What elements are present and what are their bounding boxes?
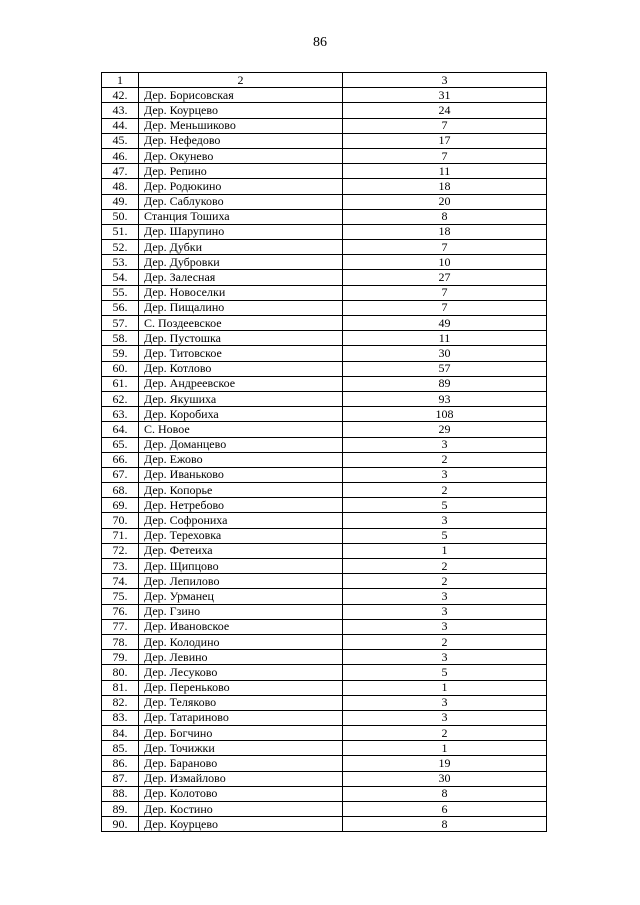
table-row [102, 179, 547, 194]
table-row [102, 194, 547, 209]
row-number-cell: 72. [102, 543, 139, 558]
row-number-cell: 64. [102, 422, 139, 437]
row-value-cell: 3 [343, 437, 547, 452]
row-number-cell: 62. [102, 391, 139, 406]
row-value-cell: 3 [343, 710, 547, 725]
table-row [102, 650, 547, 665]
table-row [102, 437, 547, 452]
row-number-cell: 50. [102, 209, 139, 224]
row-number-cell: 80. [102, 665, 139, 680]
settlement-name-cell: Дер. Окунево [139, 148, 343, 163]
row-number-cell: 59. [102, 346, 139, 361]
row-number-cell: 68. [102, 483, 139, 498]
row-value-cell: 30 [343, 771, 547, 786]
settlement-name-cell: Дер. Борисовская [139, 88, 343, 103]
table-row [102, 148, 547, 163]
settlement-name-cell: Дер. Нетребово [139, 498, 343, 513]
row-number-cell: 54. [102, 270, 139, 285]
row-number-cell: 71. [102, 528, 139, 543]
settlement-name-cell: Дер. Костино [139, 802, 343, 817]
row-value-cell: 7 [343, 240, 547, 255]
table-row [102, 407, 547, 422]
settlement-name-cell: Дер. Бараново [139, 756, 343, 771]
settlement-name-cell: Дер. Родюкино [139, 179, 343, 194]
settlement-name-cell: Дер. Шарупино [139, 224, 343, 239]
row-number-cell: 75. [102, 589, 139, 604]
table-row [102, 376, 547, 391]
row-value-cell: 24 [343, 103, 547, 118]
settlement-name-cell: Дер. Репино [139, 164, 343, 179]
settlement-name-cell: Дер. Гзино [139, 604, 343, 619]
settlement-name-cell: Дер. Коробиха [139, 407, 343, 422]
row-number-cell: 61. [102, 376, 139, 391]
table-row [102, 422, 547, 437]
row-value-cell: 3 [343, 604, 547, 619]
row-value-cell: 8 [343, 817, 547, 832]
row-number-cell: 47. [102, 164, 139, 179]
table-row [102, 133, 547, 148]
table-row [102, 574, 547, 589]
row-number-cell: 66. [102, 452, 139, 467]
row-value-cell: 2 [343, 634, 547, 649]
settlement-name-cell: Дер. Копорье [139, 483, 343, 498]
row-number-cell: 84. [102, 726, 139, 741]
row-number-cell: 53. [102, 255, 139, 270]
row-value-cell: 1 [343, 543, 547, 558]
settlement-name-cell: Дер. Колотово [139, 786, 343, 801]
table-row [102, 528, 547, 543]
row-value-cell: 3 [343, 695, 547, 710]
settlement-name-cell: Дер. Саблуково [139, 194, 343, 209]
settlement-name-cell: Дер. Пищалино [139, 300, 343, 315]
settlement-name-cell: Дер. Меньшиково [139, 118, 343, 133]
row-number-cell: 51. [102, 224, 139, 239]
table-row [102, 285, 547, 300]
header-cell-name: 2 [139, 73, 343, 88]
row-value-cell: 27 [343, 270, 547, 285]
table-row [102, 270, 547, 285]
table-row [102, 452, 547, 467]
row-value-cell: 29 [343, 422, 547, 437]
settlement-name-cell: Дер. Теляково [139, 695, 343, 710]
table-row [102, 513, 547, 528]
row-number-cell: 89. [102, 802, 139, 817]
settlement-name-cell: С. Поздеевское [139, 316, 343, 331]
table-row [102, 665, 547, 680]
settlement-name-cell: Дер. Лесуково [139, 665, 343, 680]
row-number-cell: 88. [102, 786, 139, 801]
row-number-cell: 81. [102, 680, 139, 695]
table-row [102, 361, 547, 376]
table-row [102, 164, 547, 179]
row-value-cell: 7 [343, 118, 547, 133]
settlement-name-cell: Дер. Татариново [139, 710, 343, 725]
table-row [102, 771, 547, 786]
settlement-name-cell: Дер. Щипцово [139, 559, 343, 574]
table-row [102, 224, 547, 239]
table-row [102, 559, 547, 574]
settlement-name-cell: Дер. Андреевское [139, 376, 343, 391]
row-value-cell: 18 [343, 224, 547, 239]
table-row [102, 726, 547, 741]
table-row [102, 695, 547, 710]
table-row [102, 467, 547, 482]
row-value-cell: 8 [343, 209, 547, 224]
row-number-cell: 76. [102, 604, 139, 619]
row-value-cell: 1 [343, 680, 547, 695]
settlement-name-cell: Дер. Титовское [139, 346, 343, 361]
row-value-cell: 5 [343, 528, 547, 543]
row-value-cell: 3 [343, 467, 547, 482]
row-value-cell: 11 [343, 164, 547, 179]
table-row [102, 741, 547, 756]
row-number-cell: 60. [102, 361, 139, 376]
row-value-cell: 10 [343, 255, 547, 270]
row-value-cell: 6 [343, 802, 547, 817]
settlement-name-cell: Станция Тошиха [139, 209, 343, 224]
row-number-cell: 85. [102, 741, 139, 756]
row-number-cell: 45. [102, 133, 139, 148]
settlement-name-cell: Дер. Измайлово [139, 771, 343, 786]
row-value-cell: 18 [343, 179, 547, 194]
table-row [102, 756, 547, 771]
settlement-name-cell: Дер. Нефедово [139, 133, 343, 148]
settlement-name-cell: Дер. Фетеиха [139, 543, 343, 558]
settlement-name-cell: Дер. Ежово [139, 452, 343, 467]
header-cell-value: 3 [343, 73, 547, 88]
table-row [102, 543, 547, 558]
row-value-cell: 57 [343, 361, 547, 376]
row-number-cell: 43. [102, 103, 139, 118]
row-value-cell: 31 [343, 88, 547, 103]
table-row [102, 710, 547, 725]
table-row [102, 604, 547, 619]
settlement-name-cell: Дер. Дубровки [139, 255, 343, 270]
row-number-cell: 87. [102, 771, 139, 786]
table-header-row [102, 73, 547, 88]
row-value-cell: 3 [343, 650, 547, 665]
row-number-cell: 56. [102, 300, 139, 315]
settlement-name-cell: Дер. Коурцево [139, 103, 343, 118]
row-number-cell: 70. [102, 513, 139, 528]
row-value-cell: 20 [343, 194, 547, 209]
row-value-cell: 7 [343, 300, 547, 315]
row-number-cell: 63. [102, 407, 139, 422]
table-row [102, 817, 547, 832]
row-number-cell: 82. [102, 695, 139, 710]
settlement-name-cell: Дер. Точижки [139, 741, 343, 756]
table-row [102, 786, 547, 801]
row-value-cell: 108 [343, 407, 547, 422]
settlement-name-cell: Дер. Пустошка [139, 331, 343, 346]
row-number-cell: 65. [102, 437, 139, 452]
row-value-cell: 17 [343, 133, 547, 148]
settlement-name-cell: Дер. Котлово [139, 361, 343, 376]
row-number-cell: 69. [102, 498, 139, 513]
row-value-cell: 3 [343, 513, 547, 528]
row-value-cell: 2 [343, 452, 547, 467]
row-number-cell: 52. [102, 240, 139, 255]
row-value-cell: 8 [343, 786, 547, 801]
row-number-cell: 57. [102, 316, 139, 331]
row-number-cell: 86. [102, 756, 139, 771]
row-value-cell: 89 [343, 376, 547, 391]
settlement-name-cell: Дер. Иваньково [139, 467, 343, 482]
settlement-name-cell: Дер. Переньково [139, 680, 343, 695]
table-body [102, 73, 547, 832]
row-value-cell: 49 [343, 316, 547, 331]
row-number-cell: 49. [102, 194, 139, 209]
settlement-name-cell: Дер. Колодино [139, 634, 343, 649]
row-value-cell: 2 [343, 483, 547, 498]
row-number-cell: 42. [102, 88, 139, 103]
table-row [102, 103, 547, 118]
row-number-cell: 77. [102, 619, 139, 634]
row-number-cell: 90. [102, 817, 139, 832]
row-value-cell: 2 [343, 559, 547, 574]
row-value-cell: 11 [343, 331, 547, 346]
table-row [102, 240, 547, 255]
settlement-name-cell: Дер. Доманцево [139, 437, 343, 452]
row-value-cell: 3 [343, 589, 547, 604]
row-number-cell: 58. [102, 331, 139, 346]
table-row [102, 589, 547, 604]
settlement-name-cell: Дер. Ивановское [139, 619, 343, 634]
settlement-name-cell: Дер. Урманец [139, 589, 343, 604]
table-row [102, 619, 547, 634]
table-row [102, 300, 547, 315]
table-row [102, 331, 547, 346]
row-value-cell: 5 [343, 665, 547, 680]
row-value-cell: 30 [343, 346, 547, 361]
table-row [102, 802, 547, 817]
row-number-cell: 55. [102, 285, 139, 300]
row-number-cell: 83. [102, 710, 139, 725]
row-value-cell: 3 [343, 619, 547, 634]
table-row [102, 316, 547, 331]
row-value-cell: 93 [343, 391, 547, 406]
settlement-name-cell: Дер. Залесная [139, 270, 343, 285]
row-number-cell: 46. [102, 148, 139, 163]
settlement-name-cell: С. Новое [139, 422, 343, 437]
row-value-cell: 1 [343, 741, 547, 756]
table-row [102, 498, 547, 513]
table-row [102, 391, 547, 406]
row-value-cell: 2 [343, 574, 547, 589]
page-number: 86 [313, 35, 327, 50]
row-number-cell: 78. [102, 634, 139, 649]
row-number-cell: 74. [102, 574, 139, 589]
row-value-cell: 19 [343, 756, 547, 771]
settlement-name-cell: Дер. Лепилово [139, 574, 343, 589]
row-number-cell: 48. [102, 179, 139, 194]
row-number-cell: 44. [102, 118, 139, 133]
table-row [102, 209, 547, 224]
settlement-name-cell: Дер. Новоселки [139, 285, 343, 300]
row-number-cell: 79. [102, 650, 139, 665]
settlements-table [101, 72, 547, 832]
header-cell-number: 1 [102, 73, 139, 88]
table-row [102, 483, 547, 498]
settlement-name-cell: Дер. Тереховка [139, 528, 343, 543]
row-value-cell: 5 [343, 498, 547, 513]
settlement-name-cell: Дер. Софрониха [139, 513, 343, 528]
table-row [102, 634, 547, 649]
table-row [102, 255, 547, 270]
settlement-name-cell: Дер. Коурцево [139, 817, 343, 832]
table-row [102, 346, 547, 361]
row-number-cell: 73. [102, 559, 139, 574]
row-number-cell: 67. [102, 467, 139, 482]
row-value-cell: 2 [343, 726, 547, 741]
table-row [102, 118, 547, 133]
settlement-name-cell: Дер. Дубки [139, 240, 343, 255]
settlement-name-cell: Дер. Богчино [139, 726, 343, 741]
table-row [102, 680, 547, 695]
table-row [102, 88, 547, 103]
settlement-name-cell: Дер. Якушиха [139, 391, 343, 406]
row-value-cell: 7 [343, 148, 547, 163]
settlement-name-cell: Дер. Левино [139, 650, 343, 665]
row-value-cell: 7 [343, 285, 547, 300]
